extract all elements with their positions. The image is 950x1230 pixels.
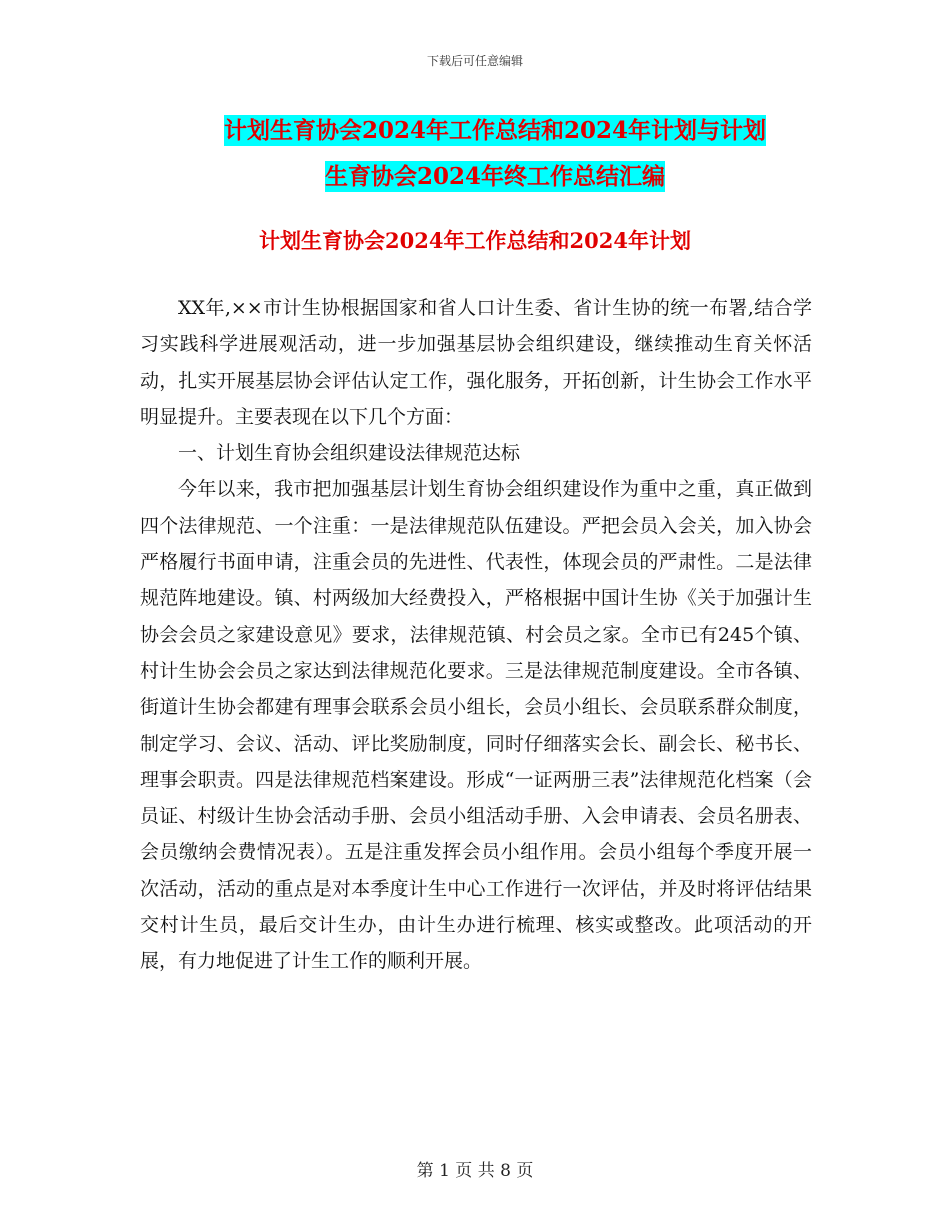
paragraph-organization: 今年以来，我市把加强基层计划生育协会组织建设作为重中之重，真正做到四个法律规范、一个注重：一是法律规范队伍建设。严把会员入会关，加入协会严格履行书面申请，注重会员的先进性、代表性，体现会员的严肃性。二是法律规范阵地建设。镇、村两级加大经费投入，严格根据中国计生协《关于加强计生协会会员之家建设意见》要求，法律规范镇、村会员之家。全市已有245个镇、村计生协会会员之家达到法律规范化要求。三是法律规范制度建设。全市各镇、街道计生协会都建有理事会联系会员小组长，会员小组长、会员联系群众制度，制定学习、会议、活动、评比奖励制度，同时仔细落实会长、副会长、秘书长、理事会职责。四是法律规范档案建设。形成“一证两册三表”法律规范化档案（会员证、村级计生协会活动手册、会员小组活动手册、入会申请表、会员名册表、会员缴纳会费情况表）。五是注重发挥会员小组作用。会员小组每个季度开展一次活动，活动的重点是对本季度计生中心工作进行一次评估，并及时将评估结果交村计生员，最后交计生办，由计生办进行梳理、核实或整改。此项活动的开展，有力地促进了计生工作的顺利开展。 [140,478,812,973]
title-line-1: 计划生育协会2024年工作总结和2024年计划与计划 [223,117,767,144]
section-title: 计划生育协会2024年工作总结和2024年计划 [259,228,691,253]
paragraph-intro: XX年,××市计生协根据国家和省人口计生委、省计生协的统一布署,结合学习实践科学进展观活动，进一步加强基层协会组织建设，继续推动生育关怀活动，扎实开展基层协会评估认定工作，强化服务，开拓创新，计生协会工作水平明显提升。主要表现在以下几个方面： [140,297,812,428]
page-number: 第 1 页 共 8 页 [416,1161,534,1181]
title-line-2: 生育协会2024年终工作总结汇编 [324,163,665,190]
header-note: 下载后可任意编辑 [426,54,523,68]
document-title [170,108,820,200]
document-body [140,290,812,980]
paragraph-heading-1: 一、计划生育协会组织建设法律规范达标 [178,442,521,465]
